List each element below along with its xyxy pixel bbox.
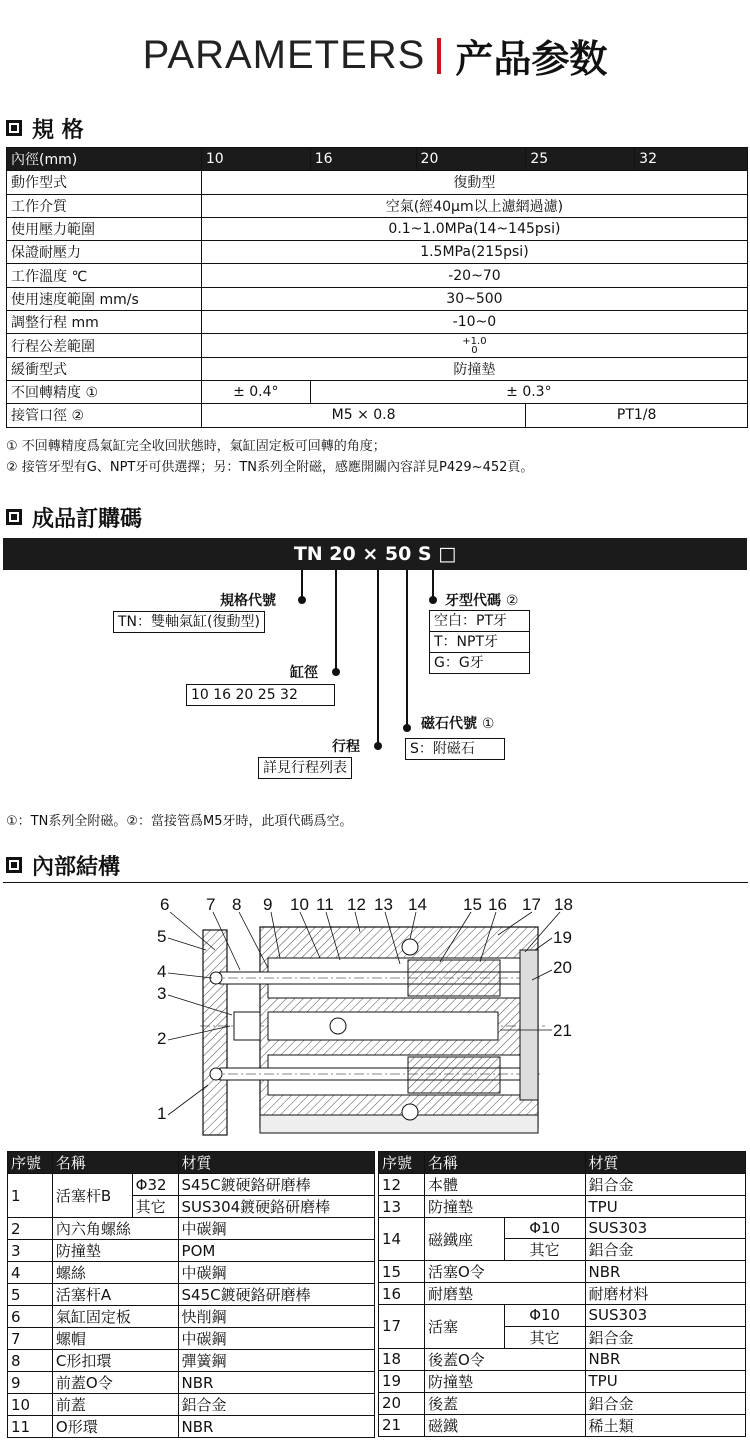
callout-15: 15 [463,895,482,914]
thread-mark: ② [505,593,519,609]
part-no: 19 [379,1370,425,1392]
spec-label: 接管口徑 ② [7,404,202,427]
callout-2: 2 [157,1029,167,1048]
header-material: 材質 [585,1152,745,1174]
fixing-plate [203,930,227,1135]
part-material: 鋁合金 [585,1326,745,1348]
callout-17: 17 [522,895,541,914]
table-row [379,1305,746,1326]
bore-25: 25 [526,148,635,171]
spec-note: ① 不回轉精度爲氣缸完全收回狀態時，氣缸固定板可回轉的角度； [6,439,386,454]
spec-label: 使用壓力範圍 [7,217,202,240]
header-name: 名稱 [52,1152,178,1174]
part-material: 鋁合金 [178,1394,374,1416]
part-no: 9 [8,1372,53,1394]
leader-line [406,570,408,730]
callout-4: 4 [157,962,167,981]
port-small: M5 × 0.8 [201,404,526,427]
part-no: 1 [8,1174,53,1218]
part-material: TPU [585,1370,745,1392]
spec-label: 保證耐壓力 [7,241,202,264]
part-no: 6 [8,1306,53,1328]
part-no: 14 [379,1218,425,1261]
table-row [8,1416,375,1438]
table-row [379,1414,746,1436]
table-row [8,1350,375,1372]
callout-9: 9 [263,895,273,914]
spec-label: 緩衝型式 [7,357,202,380]
parts-header-row [379,1152,746,1174]
parts-table-right [378,1151,746,1437]
square-bullet-icon [6,509,22,525]
part-material: 鋁合金 [585,1239,745,1261]
callout-5: 5 [157,927,167,946]
structure-heading-text: 內部結構 [32,854,121,880]
part-material: NBR [178,1372,374,1394]
part-material: SUS303 [585,1305,745,1326]
part-material: NBR [178,1416,374,1438]
leader-dot [332,668,340,676]
nut [234,1012,260,1040]
bore-20: 20 [416,148,526,171]
thread-options-box [429,610,530,674]
part-material: 中碳鋼 [178,1218,374,1240]
spec-value: 空氣(經40μm以上濾網過濾) [201,194,747,217]
part-name: 防撞墊 [52,1240,178,1262]
spec-value: 1.5MPa(215psi) [201,241,747,264]
spec-value: -20~70 [201,264,747,287]
callout-7: 7 [206,895,216,914]
stroke-box: 詳見行程列表 [258,757,352,779]
table-row [8,1240,375,1262]
bore-box: 10 16 20 25 32 [186,684,335,706]
parts-table-left [7,1151,375,1438]
spec-note: ② 接管牙型有G、NPT牙可供選擇；另：TN系列全附磁，感應開關內容詳見P429~452頁。 [6,460,534,475]
spec-section-heading [6,113,84,143]
magnet-label [421,713,494,733]
middle-channel [268,1012,498,1040]
part-no: 2 [8,1218,53,1240]
spec-value: 防撞墊 [201,357,747,380]
part-name: 螺帽 [52,1328,178,1350]
stroke-tolerance-value [201,334,747,357]
part-size: Φ10 [504,1305,585,1326]
table-row [8,1306,375,1328]
part-material: POM [178,1240,374,1262]
spec-label: 行程公差範圍 [7,334,202,357]
thread-option: T：NPT牙 [430,632,529,653]
tolerance-upper: +1.0 [462,335,487,347]
part-material: 快削鋼 [178,1306,374,1328]
part-no: 13 [379,1196,425,1218]
port-hole [402,1104,418,1120]
spec-row [7,194,748,217]
spec-row [7,287,748,310]
part-material: TPU [585,1196,745,1218]
spec-code-box: TN：雙軸氣缸(復動型) [113,611,265,633]
spec-table [6,147,748,428]
callout-1: 1 [157,1104,167,1123]
stroke-label: 行程 [332,739,360,755]
spec-value: -10~0 [201,311,747,334]
body-base [260,1115,538,1133]
part-material: 中碳鋼 [178,1262,374,1284]
spec-label: 調整行程 mm [7,311,202,334]
spec-notes [6,436,533,478]
spec-value: 0.1~1.0MPa(14~145psi) [201,217,747,240]
bore-32: 32 [635,148,748,171]
part-no: 3 [8,1240,53,1262]
part-name: 內六角螺絲 [52,1218,178,1240]
part-name: 氣缸固定板 [52,1306,178,1328]
spec-label: 工作溫度 ℃ [7,264,202,287]
part-material: 耐磨材料 [585,1283,745,1305]
part-size: 其它 [504,1239,585,1261]
spec-row [7,217,748,240]
leader-dot [374,742,382,750]
piston-lower [408,1057,500,1093]
piston-upper [408,960,500,996]
part-material: S45C鍍硬鉻研磨棒 [178,1284,374,1306]
table-row [8,1174,375,1196]
part-name: 後蓋 [424,1392,585,1414]
thread-option: 空白：PT牙 [430,611,529,632]
part-material: 稀土類 [585,1414,745,1436]
rear-cover [520,950,538,1100]
part-no: 16 [379,1283,425,1305]
spec-row [7,334,748,357]
precision-small: ± 0.4° [201,380,310,403]
part-no: 7 [8,1328,53,1350]
part-no: 10 [8,1394,53,1416]
thread-label-text: 牙型代碼 [445,593,501,609]
part-name: O形環 [52,1416,178,1438]
spec-label: 工作介質 [7,194,202,217]
callout-21: 21 [553,1021,572,1040]
leader-dot [403,724,411,732]
cylinder-cross-section-diagram [140,890,600,1140]
callout-10: 10 [290,895,309,914]
square-bullet-icon [6,120,22,136]
table-row [379,1370,746,1392]
table-row [379,1218,746,1239]
part-name: 活塞 [424,1305,504,1348]
part-no: 5 [8,1284,53,1306]
part-no: 17 [379,1305,425,1348]
part-size: Φ10 [504,1218,585,1239]
table-row [379,1348,746,1370]
port-hole [330,1018,346,1034]
part-name: C形扣環 [52,1350,178,1372]
part-name: 前蓋 [52,1394,178,1416]
part-no: 21 [379,1414,425,1436]
part-material: 鋁合金 [585,1174,745,1196]
part-name: 前蓋O令 [52,1372,178,1394]
callout-3: 3 [157,984,167,1003]
table-row [379,1196,746,1218]
spec-row [7,357,748,380]
spec-label: 使用速度範圍 mm/s [7,287,202,310]
part-name: 磁鐵 [424,1414,585,1436]
leader-dot [298,596,306,604]
magnet-mark: ① [481,716,495,732]
page-title-en: PARAMETERS [142,33,426,77]
part-name: 活塞O令 [424,1261,585,1283]
part-name: 本體 [424,1174,585,1196]
table-row [8,1262,375,1284]
parts-header-row [8,1152,375,1174]
part-material: 鋁合金 [585,1392,745,1414]
header-name: 名稱 [424,1152,585,1174]
part-no: 12 [379,1174,425,1196]
spec-row [7,171,748,194]
leader-line [377,570,379,746]
callout-12: 12 [347,895,366,914]
page-title-cn: 产品参数 [455,37,608,81]
callout-19: 19 [553,928,572,947]
part-no: 8 [8,1350,53,1372]
callout-6: 6 [160,895,170,914]
header-no: 序號 [379,1152,425,1174]
table-row [379,1392,746,1414]
header-material: 材質 [178,1152,374,1174]
part-name: 耐磨墊 [424,1283,585,1305]
part-no: 11 [8,1416,53,1438]
order-heading-text: 成品訂購碼 [32,506,143,532]
bore-16: 16 [310,148,416,171]
part-name: 活塞杆A [52,1284,178,1306]
table-row [379,1283,746,1305]
tolerance-lower: 0 [471,344,478,356]
callout-16: 16 [488,895,507,914]
part-size: 其它 [504,1326,585,1348]
spec-row [7,380,748,403]
spec-header-row [7,148,748,171]
spec-row [7,241,748,264]
bore-10: 10 [201,148,310,171]
spec-label: 不回轉精度 ① [7,380,202,403]
part-name: 防撞墊 [424,1370,585,1392]
magnet-label-text: 磁石代號 [421,716,477,732]
order-section-heading [6,502,142,532]
table-row [379,1174,746,1196]
spec-row [7,404,748,427]
part-name: 活塞杆B [52,1174,132,1218]
thread-option: G：G牙 [430,653,529,673]
leader-line [335,570,337,672]
spec-row [7,264,748,287]
section-divider [3,882,748,883]
part-material: SUS303 [585,1218,745,1239]
part-name: 螺絲 [52,1262,178,1284]
part-size: Φ32 [132,1174,178,1196]
table-row [8,1372,375,1394]
part-material: 彈簧鋼 [178,1350,374,1372]
part-material: SUS304鍍硬鉻研磨棒 [178,1196,374,1218]
spec-code-label: 規格代號 [220,593,276,609]
bore-label: 缸徑 [290,665,318,681]
port-large: PT1/8 [526,404,748,427]
port-hole [402,939,418,955]
part-no: 18 [379,1348,425,1370]
spec-value: 30~500 [201,287,747,310]
part-material: NBR [585,1261,745,1283]
part-name: 防撞墊 [424,1196,585,1218]
part-no: 4 [8,1262,53,1284]
table-row [8,1218,375,1240]
part-name: 磁鐵座 [424,1218,504,1261]
leader-dot [429,596,437,604]
spec-heading-text: 規 格 [32,117,84,143]
part-size: 其它 [132,1196,178,1218]
callout-14: 14 [408,895,427,914]
order-note: ①：TN系列全附磁。②：當接管爲M5牙時，此項代碼爲空。 [6,814,353,829]
page-header [0,28,750,81]
header-no: 序號 [8,1152,53,1174]
magnet-box: S：附磁石 [405,738,505,760]
table-row [8,1284,375,1306]
title-divider [437,38,441,74]
callout-20: 20 [553,958,572,977]
square-bullet-icon [6,857,22,873]
part-material: NBR [585,1348,745,1370]
spec-value: 復動型 [201,171,747,194]
part-material: 中碳鋼 [178,1328,374,1350]
part-name: 後蓋O令 [424,1348,585,1370]
callout-11: 11 [316,895,334,914]
table-row [379,1261,746,1283]
table-row [8,1328,375,1350]
precision-large: ± 0.3° [310,380,747,403]
part-material: S45C鍍硬鉻研磨棒 [178,1174,374,1196]
spec-label: 動作型式 [7,171,202,194]
thread-label [445,590,518,610]
table-row [8,1394,375,1416]
part-no: 20 [379,1392,425,1414]
structure-section-heading [6,850,120,880]
order-code-bar: TN 20 × 50 S □ [3,538,747,570]
callout-13: 13 [374,895,393,914]
spec-header-label: 內徑(mm) [7,148,202,171]
spec-row [7,311,748,334]
callout-18: 18 [554,895,573,914]
callout-8: 8 [232,895,242,914]
part-no: 15 [379,1261,425,1283]
